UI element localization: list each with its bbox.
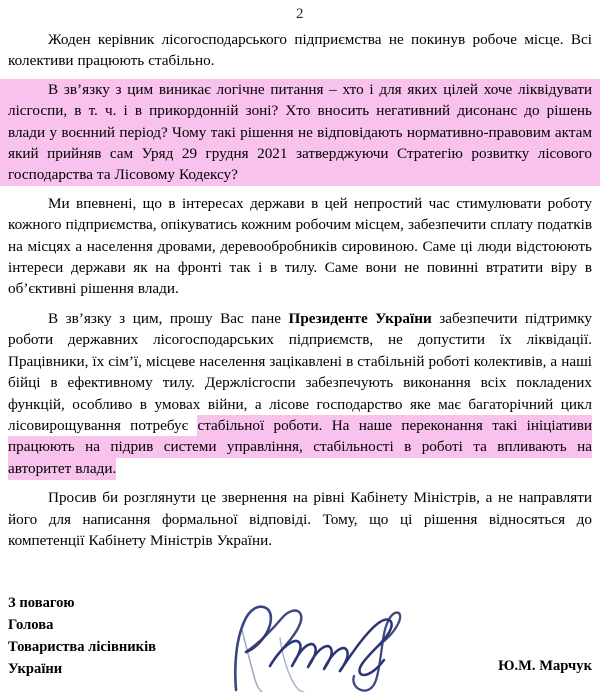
signature-line-2: Голова xyxy=(8,617,54,633)
paragraph-1: Жоден керівник лісогосподарського підприємства не покинув робоче місце. Всі колективи працюють стабільно. xyxy=(8,31,592,70)
paragraph-4-run-plain-2: забезпечити підтримку роботи державних лісогосподарських підприємств, не допустити їх ліквідації. Працівники, їх сім’ї, місцеве населення зацікавлені в стабільній роботі колективів, а наші бійці в ефективному тилу. Держлісгоспи забезпечують виконання всіх покладених функцій, особливо в умовах війни, а лісове господарство яке має багаторічний цикл лісовирощування потребує xyxy=(8,309,592,434)
paragraph-gap xyxy=(8,479,592,487)
signer-name: Ю.М. Марчук xyxy=(498,658,592,674)
signature-line-4: України xyxy=(8,661,63,677)
paragraph-gap xyxy=(8,186,592,193)
signature-title-lines xyxy=(8,592,156,680)
signature-block xyxy=(0,592,600,688)
highlighted-paragraph-block xyxy=(0,79,600,186)
signature-line-1: З повагою xyxy=(8,595,75,611)
paragraph-5: Просив би розглянути це звернення на рівні Кабінету Міністрів, а не направляти його для написання формальної відповіді. Тому, що ці рішення відносяться до компетенції Кабінету Міністрів України. xyxy=(8,489,592,549)
paragraph-4 xyxy=(8,308,592,479)
paragraph-2: В зв’язку з цим виникає логічне питання – хто і для яких цілей хоче ліквідувати лісгоспи, в т. ч. і в прикордонній зоні? Хто вносить негативний дисонанс до рішень влади у воєнний період? Чому такі рішення не відповідають нормативно-правовим актам який прийняв сам Уряд 29 грудня 2021 затверджуючи Стратегію розвитку лісового господарства та Лісовому Кодексу? xyxy=(8,80,592,184)
page-number: 2 xyxy=(296,6,304,22)
paragraph-4-run-bold: Президенте України xyxy=(288,309,432,327)
document-body xyxy=(0,29,600,551)
paragraph-gap xyxy=(8,72,592,79)
signature-line-3: Товариства лісівників xyxy=(8,639,157,655)
paragraph-3: Ми впевнені, що в інтересах держави в цей непростий час стимулювати роботу кожного підприємства, опікуватись кожним робочим місцем, забезпечити сплату податків на місцях а населення дровами, деревообробників сировиною. Саме ці люди відстоюють інтереси держави як на фронті так і в тилу. Саме вони не повинні втратити віру в об’єктивні рішення влади. xyxy=(8,194,592,298)
handwritten-signature-icon xyxy=(228,600,448,692)
paragraph-4-run-highlighted: стабільної роботи. На наше переконання такі ініціативи працюють на підрив системи управління, стабільності в роботі та впливають на авторитет влади. xyxy=(8,415,592,480)
paragraph-gap xyxy=(8,300,592,308)
paragraph-4-run-plain-1: В зв’язку з цим, прошу Вас пане xyxy=(48,309,289,327)
